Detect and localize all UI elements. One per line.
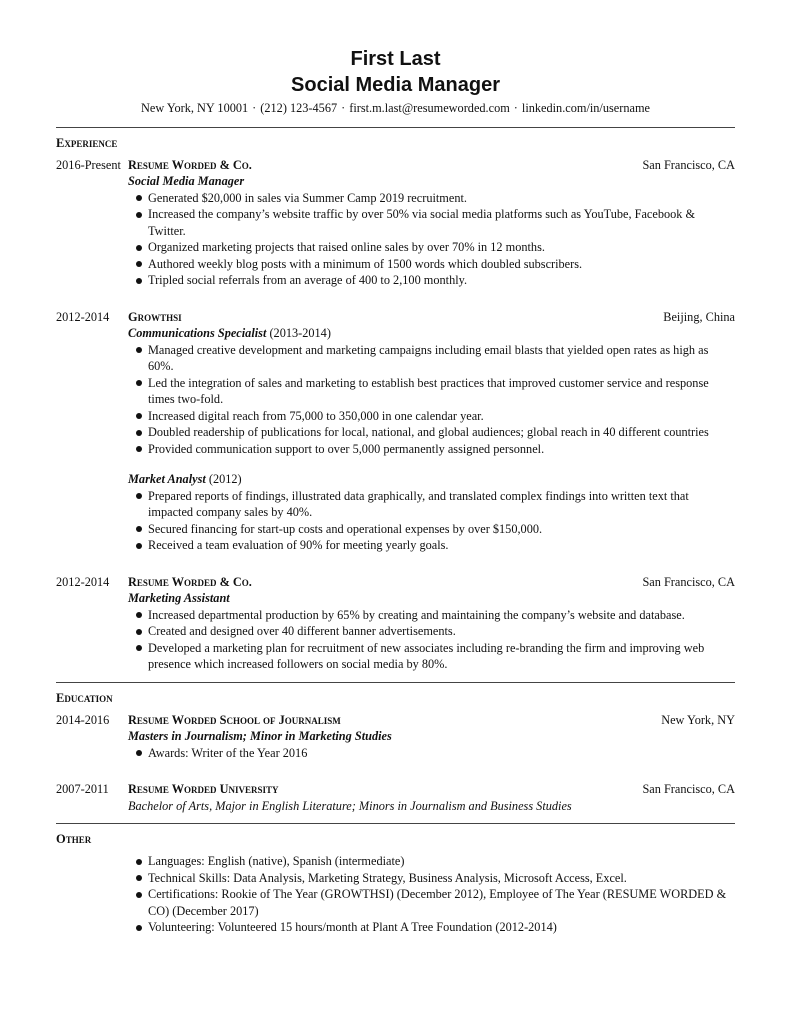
list-item: Secured financing for start-up costs and operational expenses by over $150,000. [136, 521, 735, 538]
list-item: Increased digital reach from 75,000 to 350,000 in one calendar year. [136, 408, 735, 425]
entry-organization: Resume Worded & Co. [128, 574, 252, 589]
entry-degree: Bachelor of Arts, Major in English Literature; Minors in Journalism and Business Studies [128, 798, 572, 813]
entry-title-text: Communications Specialist [128, 326, 267, 340]
entry-title-years: (2013-2014) [269, 326, 331, 340]
entry-date: 2014-2016 [56, 712, 110, 727]
entry-organization: Resume Worded & Co. [128, 157, 252, 172]
entry-location: San Francisco, CA [642, 574, 735, 589]
other-bullets [128, 853, 735, 936]
entry-organization: Resume Worded University [128, 782, 279, 796]
education-entry [56, 712, 735, 762]
experience-heading: Experience [56, 127, 735, 151]
entry-location: Beijing, China [663, 309, 735, 324]
candidate-role: Social Media Manager [291, 74, 500, 96]
entry-date: 2012-2014 [56, 309, 110, 324]
list-item: Doubled readership of publications for local, national, and global audiences; global reach in 40 different countries [136, 424, 735, 441]
contact-separator: · [252, 101, 257, 115]
education-entry [56, 781, 735, 814]
list-item: Created and designed over 40 different banner advertisements. [136, 623, 735, 640]
entry-title [128, 471, 735, 488]
list-item: Technical Skills: Data Analysis, Marketing Strategy, Business Analysis, Microsoft Access, Excel. [136, 870, 735, 887]
contact-email[interactable]: first.m.last@resumeworded.com [349, 101, 510, 115]
resume-header [56, 0, 735, 117]
list-item: Managed creative development and marketing campaigns including email blasts that yielded open rates as high as 60%. [136, 342, 735, 375]
education-heading: Education [56, 682, 735, 706]
list-item: Developed a marketing plan for recruitment of new associates including re-branding the firm and improving web presence which increased followers on social media by 80%. [136, 640, 735, 673]
contact-linkedin[interactable]: linkedin.com/in/username [521, 101, 650, 115]
list-item: Generated $20,000 in sales via Summer Camp 2019 recruitment. [136, 190, 735, 207]
entry-bullets [128, 607, 735, 673]
list-item: Tripled social referrals from an average of 400 to 2,100 monthly. [136, 272, 735, 289]
entry-location: San Francisco, CA [642, 782, 735, 796]
contact-separator: · [341, 101, 346, 115]
entry-title-text: Market Analyst [128, 472, 206, 486]
list-item: Increased departmental production by 65% by creating and maintaining the company’s website and database. [136, 607, 735, 624]
entry-bullets [128, 745, 735, 762]
entry-bullets [128, 488, 735, 554]
list-item: Certifications: Rookie of The Year (GROWTHSI) (December 2012), Employee of The Year (RESUME WORDED & CO) (December 2017) [136, 886, 735, 919]
entry-title: Social Media Manager [128, 174, 245, 188]
entry-bullets [128, 342, 735, 458]
entry-date: 2012-2014 [56, 574, 110, 589]
experience-entry [56, 309, 735, 554]
entry-date: 2007-2011 [56, 782, 109, 796]
experience-entry [56, 157, 735, 289]
contact-location: New York, NY 10001 [141, 101, 249, 115]
list-item: Led the integration of sales and marketing to establish best practices that improved customer service and response times two-fold. [136, 375, 735, 408]
entry-location: New York, NY [661, 712, 735, 727]
entry-organization: Resume Worded School of Journalism [128, 712, 341, 727]
contact-line [56, 100, 735, 117]
entry-title: Marketing Assistant [128, 591, 230, 605]
list-item: Organized marketing projects that raised online sales by over 70% in 12 months. [136, 239, 735, 256]
list-item: Languages: English (native), Spanish (intermediate) [136, 853, 735, 870]
candidate-name: First Last [350, 48, 441, 70]
experience-entry [56, 574, 735, 673]
list-item: Received a team evaluation of 90% for meeting yearly goals. [136, 537, 735, 554]
list-item: Provided communication support to over 5,000 permanently assigned personnel. [136, 441, 735, 458]
entry-title-years: (2012) [208, 472, 242, 486]
list-item: Awards: Writer of the Year 2016 [136, 745, 735, 762]
entry-date: 2016-Present [56, 157, 121, 172]
entry-degree: Masters in Journalism; Minor in Marketing Studies [128, 729, 392, 743]
contact-phone: (212) 123-4567 [260, 101, 338, 115]
list-item: Volunteering: Volunteered 15 hours/month at Plant A Tree Foundation (2012-2014) [136, 919, 735, 936]
entry-bullets [128, 190, 735, 289]
entry-location: San Francisco, CA [642, 157, 735, 172]
entry-organization: Growthsi [128, 309, 182, 324]
contact-separator: · [513, 101, 518, 115]
list-item: Prepared reports of findings, illustrated data graphically, and translated complex findings into written text that impacted company sales by 40%. [136, 488, 735, 521]
list-item: Authored weekly blog posts with a minimum of 1500 words which doubled subscribers. [136, 256, 735, 273]
other-heading: Other [56, 823, 735, 847]
list-item: Increased the company’s website traffic by over 50% via social media platforms such as YouTube, Facebook & Twitter. [136, 206, 735, 239]
entry-title [128, 325, 735, 342]
